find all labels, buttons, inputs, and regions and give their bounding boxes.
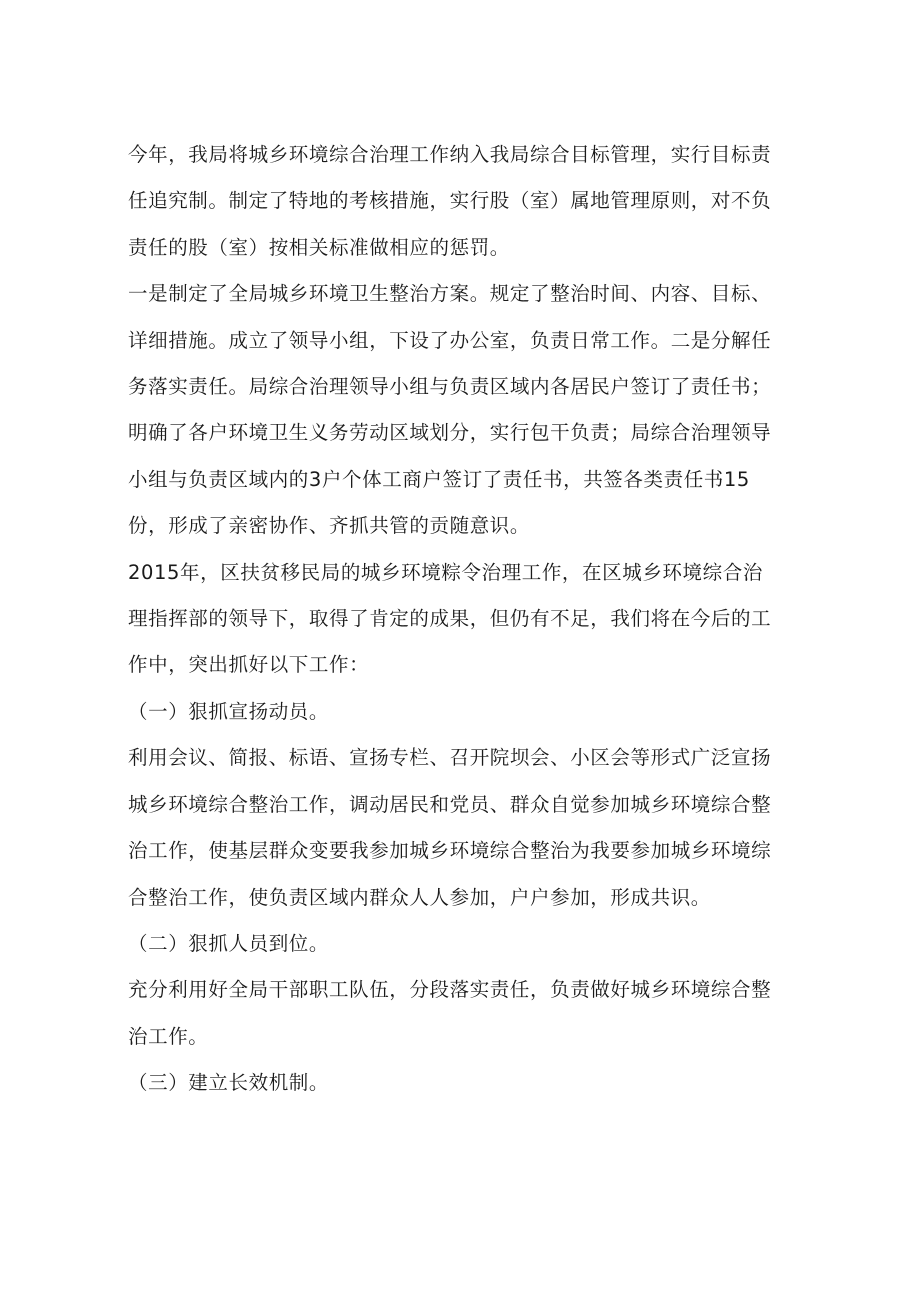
paragraph-publicity: 利用会议、简报、标语、宣扬专栏、召开院坝会、小区会等形式广泛宣扬城乡环境综合整治工作，调动居民和党员、群众自觉参加城乡环境综合整治工作，使基层群众变要我参加城乡环境综合整治为我要参加城乡环境综合整治工作，使负责区域内群众人人参加，户户参加，形成共识。 [128, 746, 772, 909]
paragraph-sanitation-plan: 一是制定了全局城乡环境卫生整治方案。规定了整治时间、内容、目标、详细措施。成立了领导小组，下设了办公室，负责日常工作。二是分解任务落实责任。局综合治理领导小组与负责区域内各居民户签订了责任书；明确了各户环境卫生义务劳动区域划分，实行包干负责；局综合治理领导小组与负责区域内的3户个体工商户签订了责任书，共签各类责任书15份，形成了亲密协作、齐抓共管的贡随意识。 [128, 282, 772, 538]
heading-publicity: （一）狠抓宣扬动员。 [128, 699, 330, 723]
heading-mechanism: （三）建立长效机制。 [128, 1071, 330, 1095]
document-body [128, 132, 780, 1107]
paragraph-2015-summary: 2015年，区扶贫移民局的城乡环境粽令治理工作，在区城乡环境综合治理指挥部的领导下，取得了肯定的成果，但仍有不足，我们将在今后的工作中，突出抓好以下工作： [128, 560, 772, 677]
paragraph-personnel: 充分利用好全局干部职工队伍，分段落实责任，负责做好城乡环境综合整治工作。 [128, 978, 772, 1048]
heading-personnel: （二）狠抓人员到位。 [128, 931, 330, 955]
paragraph-target-management: 今年，我局将城乡环境综合治理工作纳入我局综合目标管理，实行目标责任追究制。制定了特地的考核措施，实行股（室）属地管理原则，对不负责任的股（室）按相关标准做相应的惩罚。 [128, 143, 772, 259]
